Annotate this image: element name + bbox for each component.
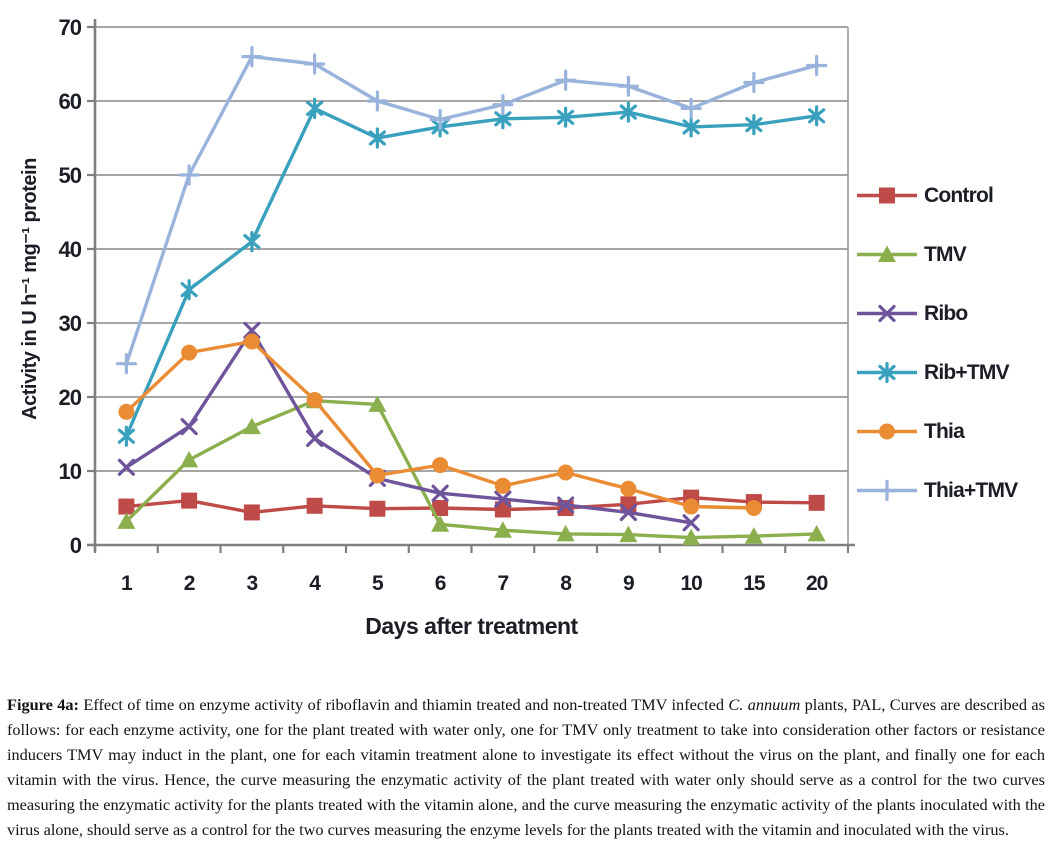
legend-plus-marker-icon (856, 478, 920, 503)
x-axis-title: Days after treatment (365, 613, 578, 639)
marker-shape (118, 404, 134, 420)
marker-asterisk (182, 281, 196, 299)
marker-shape (558, 500, 574, 516)
marker-square (620, 496, 636, 512)
marker-shape (182, 420, 196, 434)
y-tick-label: 50 (58, 163, 81, 188)
marker-shape (369, 501, 385, 517)
legend-label: Rib+TMV (924, 360, 1009, 384)
legend-marker-shape (878, 482, 896, 500)
marker-asterisk (245, 233, 259, 251)
marker-shape (244, 334, 260, 350)
marker-shape (117, 355, 135, 373)
marker-plus (557, 71, 575, 89)
y-tick-label: 10 (58, 459, 81, 484)
marker-plus (808, 56, 826, 74)
marker-shape (620, 481, 636, 497)
marker-shape (557, 71, 575, 89)
x-tick-label: 10 (680, 572, 702, 595)
legend-x-marker-icon (856, 301, 920, 326)
y-tick-label: 0 (69, 533, 81, 558)
marker-shape (682, 99, 700, 117)
figure-caption-species: C. annuum (728, 695, 801, 714)
marker-asterisk (308, 99, 322, 117)
legend-label: Ribo (924, 301, 968, 325)
marker-shape (119, 427, 133, 445)
marker-circle (369, 467, 385, 483)
legend-marker-shape (879, 424, 895, 440)
marker-circle (558, 464, 574, 480)
x-tick-label: 2 (183, 572, 195, 595)
legend-label: Thia+TMV (924, 478, 1018, 502)
y-axis-title: Activity in U h⁻¹ mg⁻¹ protein (19, 158, 41, 420)
marker-square (369, 501, 385, 517)
figure-caption-text-1: Effect of time on enzyme activity of riboflavin and thiamin treated and non-treated TMV infected (78, 695, 729, 714)
y-tick-label: 60 (58, 89, 81, 114)
marker-circle (181, 345, 197, 361)
marker-shape (808, 56, 826, 74)
x-tick-label: 7 (497, 572, 509, 595)
y-tick-label: 20 (58, 385, 81, 410)
marker-shape (180, 451, 198, 468)
marker-triangle (243, 418, 261, 435)
figure-caption (7, 692, 1045, 842)
y-tick-label: 30 (58, 311, 81, 336)
series-line-thia (126, 342, 754, 509)
marker-plus (745, 74, 763, 92)
legend-marker (878, 482, 896, 500)
marker-square (244, 504, 260, 520)
legend-marker-shape (879, 188, 895, 204)
marker-plus (682, 99, 700, 117)
figure-caption-text-2: plants, PAL, Curves are described as follows: for each enzyme activity, one for the plant treated with water only, one for TMV only treatment to take into consideration other factors or resistance inducers TMV may induct in the plant, one for each vitamin treatment alone to investigate its effect without the virus on the plant, and finally one for each vitamin with the virus. Hence, the curve measuring the enzymatic activity of the plant treated with water only should serve as a control for the two curves measuring the enzymatic activity for the plants treated with the vitamin alone, and the curve measuring the enzymatic activity of the plants inoculated with the virus alone, should serve as a control for the two curves measuring the enzyme levels for the plants treated with the vitamin and inoculated with the virus. (7, 695, 1045, 839)
marker-shape (745, 74, 763, 92)
marker-circle (683, 499, 699, 515)
marker-asterisk (119, 427, 133, 445)
marker-x (182, 420, 196, 434)
series-line-ribo (126, 330, 691, 522)
series-line-rib+tmv (126, 108, 816, 436)
marker-shape (180, 166, 198, 184)
legend-item-control (856, 183, 1017, 208)
marker-shape (620, 496, 636, 512)
marker-shape (746, 500, 762, 516)
marker-shape (182, 281, 196, 299)
marker-plus (243, 48, 261, 66)
legend-label: Thia (924, 419, 964, 443)
marker-shape (306, 55, 324, 73)
figure-caption-label: Figure 4a: (7, 695, 79, 714)
marker-shape (432, 457, 448, 473)
x-tick-label: 4 (309, 572, 320, 595)
x-tick-label: 9 (623, 572, 634, 595)
legend-circle-marker-icon (856, 419, 920, 444)
legend-asterisk-marker-icon (856, 360, 920, 385)
marker-shape (181, 493, 197, 509)
marker-circle (432, 457, 448, 473)
legend-item-thia (856, 419, 1017, 444)
series-markers-rib+tmv (119, 99, 823, 445)
series-markers-thia (118, 334, 762, 517)
x-tick-label: 5 (372, 572, 383, 595)
marker-shape (307, 392, 323, 408)
marker-triangle (180, 451, 198, 468)
marker-x (308, 431, 322, 445)
marker-plus (619, 77, 637, 95)
legend-marker (879, 424, 895, 440)
legend-label: TMV (924, 242, 966, 266)
marker-circle (118, 404, 134, 420)
legend-item-thia+tmv (856, 478, 1017, 503)
marker-shape (181, 345, 197, 361)
marker-shape (118, 499, 134, 515)
marker-plus (117, 355, 135, 373)
marker-shape (243, 418, 261, 435)
marker-circle (620, 481, 636, 497)
marker-square (809, 495, 825, 511)
marker-plus (494, 96, 512, 114)
x-tick-label: 6 (434, 572, 446, 595)
x-tick-label: 15 (743, 572, 765, 595)
series-line-thia+tmv (126, 57, 816, 364)
series-markers-ribo (119, 323, 698, 529)
marker-shape (368, 92, 386, 110)
marker-plus (180, 166, 198, 184)
marker-square (118, 499, 134, 515)
marker-shape (369, 467, 385, 483)
y-tick-label: 70 (58, 15, 81, 40)
marker-shape (243, 48, 261, 66)
marker-shape (683, 499, 699, 515)
legend-triangle-marker-icon (856, 242, 920, 267)
legend-item-rib+tmv (856, 360, 1017, 385)
chart-legend (856, 183, 1017, 537)
marker-circle (244, 334, 260, 350)
marker-plus (306, 55, 324, 73)
y-tick-label: 40 (58, 237, 81, 262)
legend-item-tmv (856, 242, 1017, 267)
marker-circle (307, 392, 323, 408)
marker-x (119, 460, 133, 474)
x-tick-label: 20 (805, 572, 828, 595)
marker-shape (245, 233, 259, 251)
x-tick-label: 1 (121, 572, 132, 595)
marker-shape (119, 460, 133, 474)
marker-shape (494, 96, 512, 114)
marker-shape (558, 464, 574, 480)
series-markers-tmv (117, 392, 825, 545)
series-line-tmv (126, 401, 816, 538)
x-tick-label: 3 (246, 572, 258, 595)
marker-shape (308, 99, 322, 117)
series-line-control (126, 498, 816, 513)
legend-marker (879, 188, 895, 204)
marker-shape (809, 495, 825, 511)
marker-plus (368, 92, 386, 110)
marker-square (307, 498, 323, 514)
legend-square-marker-icon (856, 183, 920, 208)
x-tick-label: 8 (560, 572, 571, 595)
marker-shape (619, 77, 637, 95)
marker-square (558, 500, 574, 516)
legend-item-ribo (856, 301, 1017, 326)
marker-circle (495, 478, 511, 494)
marker-shape (308, 431, 322, 445)
marker-shape (244, 504, 260, 520)
marker-shape (495, 478, 511, 494)
marker-square (181, 493, 197, 509)
legend-label: Control (924, 183, 994, 207)
marker-shape (307, 498, 323, 514)
series-markers-control (118, 490, 824, 521)
marker-circle (746, 500, 762, 516)
